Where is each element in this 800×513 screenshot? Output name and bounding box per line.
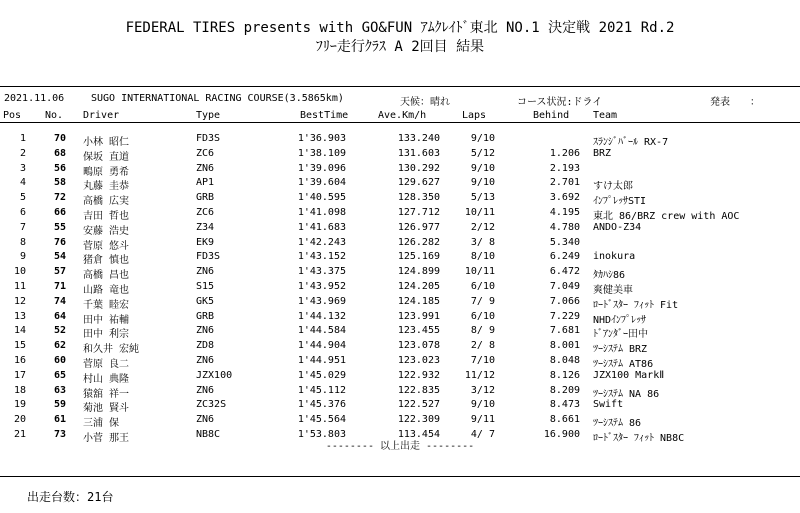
row-type: ZN6: [196, 325, 215, 337]
row-driver: 猪倉 慎也: [83, 255, 130, 267]
row-team: JZX100 MarkⅡ: [593, 369, 665, 381]
row-behind: 6.249: [549, 251, 580, 263]
row-avg-speed: 133.240: [397, 133, 440, 144]
table-row: [0, 355, 800, 370]
row-team: ﾂｰｼｽﾃﾑ NA 86: [593, 388, 660, 400]
row-laps: 9/10: [470, 177, 495, 189]
weather: 天候：晴れ: [400, 97, 450, 108]
row-type: ZN6: [196, 414, 215, 426]
row-team: ﾂｰｼｽﾃﾑ BRZ: [593, 344, 648, 356]
table-row: [0, 414, 800, 429]
row-team: NHDｲﾝﾌﾟﾚｯｻ: [593, 314, 647, 326]
row-behind: 8.001: [549, 340, 580, 352]
table-row: [0, 311, 800, 326]
row-besttime: 1'45.564: [297, 414, 346, 426]
row-team: ﾂｰｼｽﾃﾑ AT86: [593, 359, 654, 370]
header-behind: Behind: [533, 110, 570, 121]
row-driver: 高橋 広実: [83, 196, 130, 208]
row-laps: 3/ 8: [470, 236, 495, 248]
row-team: BRZ: [593, 147, 612, 159]
row-besttime: 1'41.098: [297, 207, 346, 218]
row-driver: 和久井 宏純: [83, 344, 140, 356]
table-row: [0, 177, 800, 192]
row-laps: 6/10: [470, 310, 495, 322]
row-type: GRB: [196, 192, 215, 204]
report-subtitle: ﾌﾘｰ走行ｸﾗｽ A 2回目 結果: [315, 39, 485, 55]
row-avg-speed: 128.350: [397, 192, 440, 204]
row-avg-speed: 130.292: [397, 162, 440, 174]
row-car-number: 70: [53, 133, 66, 144]
row-team: ｲﾝﾌﾟﾚｯｻSTI: [593, 196, 647, 208]
row-laps: 3/12: [470, 384, 495, 396]
row-besttime: 1'44.951: [297, 355, 346, 366]
row-car-number: 68: [53, 147, 66, 159]
row-car-number: 73: [53, 429, 66, 440]
row-driver: 高橋 昌也: [83, 270, 130, 282]
row-avg-speed: 124.185: [397, 295, 440, 307]
row-besttime: 1'39.096: [297, 162, 346, 174]
row-team: ｽﾗﾝｼﾞﾊﾞｰﾙ RX-7: [593, 137, 669, 148]
row-type: ZN6: [196, 162, 215, 174]
row-pos: 10: [13, 266, 26, 278]
row-type: JZX100: [196, 369, 233, 381]
row-driver: 三浦 保: [83, 418, 120, 430]
row-pos: 7: [19, 221, 26, 233]
row-type: FD3S: [196, 251, 221, 263]
header-rule: [0, 122, 800, 123]
row-car-number: 71: [53, 281, 66, 292]
track-condition: コース状況:ドライ: [517, 97, 603, 108]
row-besttime: 1'44.584: [297, 325, 346, 337]
row-pos: 13: [13, 310, 26, 322]
row-type: ZN6: [196, 355, 215, 366]
row-driver: 小林 昭仁: [83, 137, 130, 148]
row-driver: 山路 竜也: [83, 285, 130, 296]
row-type: GRB: [196, 310, 215, 322]
row-team: ANDO-Z34: [593, 221, 642, 233]
table-row: [0, 281, 800, 296]
row-car-number: 76: [53, 236, 66, 248]
row-laps: 2/ 8: [470, 340, 495, 352]
row-driver: 田中 祐輔: [83, 314, 130, 326]
row-car-number: 54: [53, 251, 66, 263]
row-besttime: 1'43.152: [297, 251, 346, 263]
row-behind: 7.229: [549, 310, 580, 322]
row-behind: 4.195: [549, 207, 580, 218]
row-avg-speed: 126.977: [397, 221, 440, 233]
row-laps: 9/11: [470, 414, 495, 426]
row-pos: 12: [13, 295, 26, 307]
header-team: Team: [593, 110, 618, 121]
row-laps: 8/10: [470, 251, 495, 263]
row-behind: 1.206: [549, 147, 580, 159]
row-laps: 9/10: [470, 162, 495, 174]
table-row: [0, 237, 800, 252]
header-driver: Driver: [83, 110, 120, 121]
row-pos: 3: [19, 162, 26, 174]
row-car-number: 63: [53, 384, 66, 396]
table-row: [0, 207, 800, 222]
table-row: [0, 163, 800, 178]
row-avg-speed: 126.282: [397, 236, 440, 248]
row-car-number: 72: [53, 192, 66, 204]
row-pos: 1: [19, 133, 26, 144]
row-laps: 4/ 7: [470, 429, 495, 440]
row-type: ZC32S: [196, 399, 227, 411]
row-type: Z34: [196, 221, 215, 233]
row-team: ﾄﾞｱﾝﾀﾞｰ田中: [593, 329, 648, 341]
row-laps: 6/10: [470, 281, 495, 292]
row-driver: 村山 典隆: [83, 373, 130, 385]
row-pos: 20: [13, 414, 26, 426]
row-type: ZN6: [196, 266, 215, 278]
row-besttime: 1'39.604: [297, 177, 346, 189]
course-name: SUGO INTERNATIONAL RACING COURSE(3.5865km): [91, 93, 344, 104]
row-pos: 18: [13, 384, 26, 396]
row-car-number: 66: [53, 207, 66, 218]
table-row: [0, 251, 800, 266]
row-behind: 2.701: [549, 177, 580, 189]
table-row: [0, 370, 800, 385]
row-besttime: 1'40.595: [297, 192, 346, 204]
row-avg-speed: 122.835: [397, 384, 440, 396]
row-besttime: 1'45.029: [297, 369, 346, 381]
row-behind: 6.472: [549, 266, 580, 278]
row-type: S15: [196, 281, 215, 292]
header-type: Type: [196, 110, 221, 121]
row-avg-speed: 123.991: [397, 310, 440, 322]
event-date: 2021.11.06: [4, 93, 65, 104]
row-team: ﾂｰｼｽﾃﾑ 86: [593, 418, 642, 430]
row-driver: 丸藤 圭恭: [83, 181, 130, 193]
row-laps: 10/11: [464, 266, 495, 278]
table-row: [0, 222, 800, 237]
row-behind: 8.126: [549, 369, 580, 381]
row-besttime: 1'43.969: [297, 295, 346, 307]
row-besttime: 1'44.132: [297, 310, 346, 322]
starters-count: 出走台数：21台: [27, 490, 114, 504]
row-avg-speed: 127.712: [397, 207, 440, 218]
row-pos: 16: [13, 355, 26, 366]
table-row: [0, 325, 800, 340]
row-pos: 2: [19, 147, 26, 159]
table-row: [0, 192, 800, 207]
table-row: [0, 266, 800, 281]
row-team: Swift: [593, 399, 624, 411]
row-car-number: 57: [53, 266, 66, 278]
row-besttime: 1'53.803: [297, 429, 346, 440]
row-driver: 菅原 悠斗: [83, 240, 130, 252]
row-pos: 14: [13, 325, 26, 337]
table-row: [0, 399, 800, 414]
row-car-number: 65: [53, 369, 66, 381]
row-besttime: 1'42.243: [297, 236, 346, 248]
row-pos: 17: [13, 369, 26, 381]
announcement-time: 発表 ：: [710, 97, 760, 108]
row-pos: 5: [19, 192, 26, 204]
header-besttime: BestTime: [300, 110, 349, 121]
row-besttime: 1'43.375: [297, 266, 346, 278]
row-type: EK9: [196, 236, 215, 248]
row-pos: 19: [13, 399, 26, 411]
row-driver: 菊池 賢斗: [83, 403, 130, 415]
row-type: ZC6: [196, 207, 215, 218]
row-behind: 7.681: [549, 325, 580, 337]
row-car-number: 52: [53, 325, 66, 337]
row-avg-speed: 129.627: [397, 177, 440, 189]
row-behind: 8.209: [549, 384, 580, 396]
row-driver: 田中 利宗: [83, 329, 130, 341]
row-car-number: 62: [53, 340, 66, 352]
row-besttime: 1'45.112: [297, 384, 346, 396]
row-behind: 8.473: [549, 399, 580, 411]
row-besttime: 1'45.376: [297, 399, 346, 411]
row-driver: 鴫原 勇希: [83, 166, 130, 178]
row-laps: 5/13: [470, 192, 495, 204]
row-car-number: 64: [53, 310, 66, 322]
row-avg-speed: 113.454: [397, 429, 440, 440]
row-driver: 千葉 睦宏: [83, 299, 130, 311]
row-driver: 安藤 浩史: [83, 225, 130, 237]
row-team: 爽健美車: [593, 285, 633, 296]
row-type: GK5: [196, 295, 215, 307]
row-laps: 9/10: [470, 399, 495, 411]
row-type: ZN6: [196, 384, 215, 396]
row-laps: 7/ 9: [470, 295, 495, 307]
table-row: [0, 148, 800, 163]
row-driver: 保坂 直道: [83, 151, 130, 163]
row-pos: 21: [13, 429, 26, 440]
row-team: 東北 86/BRZ crew with AOC: [593, 211, 740, 222]
footer-rule: [0, 476, 800, 477]
report-title: FEDERAL TIRES presents with GO&FUN ｱﾑｸﾚｲﾄﾞ東北 NO.1 決定戦 2021 Rd.2: [125, 20, 675, 36]
row-avg-speed: 123.078: [397, 340, 440, 352]
row-avg-speed: 131.603: [397, 147, 440, 159]
row-behind: 8.661: [549, 414, 580, 426]
header-laps: Laps: [462, 110, 487, 121]
row-car-number: 60: [53, 355, 66, 366]
row-avg-speed: 122.527: [397, 399, 440, 411]
row-behind: 16.900: [543, 429, 580, 440]
table-row: [0, 385, 800, 400]
row-pos: 9: [19, 251, 26, 263]
row-laps: 2/12: [470, 221, 495, 233]
row-besttime: 1'41.683: [297, 221, 346, 233]
row-avg-speed: 124.205: [397, 281, 440, 292]
row-pos: 15: [13, 340, 26, 352]
row-behind: 3.692: [549, 192, 580, 204]
row-pos: 11: [13, 281, 26, 292]
row-team: ﾛｰﾄﾞｽﾀｰ ﾌｨｯﾄ NB8C: [593, 433, 685, 444]
table-row: [0, 133, 800, 148]
row-car-number: 58: [53, 177, 66, 189]
row-behind: 8.048: [549, 355, 580, 366]
row-avg-speed: 122.309: [397, 414, 440, 426]
row-behind: 4.780: [549, 221, 580, 233]
top-rule: [0, 86, 800, 87]
row-pos: 8: [19, 236, 26, 248]
row-team: すけ太郎: [593, 181, 633, 193]
row-car-number: 74: [53, 295, 66, 307]
row-driver: 吉田 哲也: [83, 211, 130, 222]
row-car-number: 61: [53, 414, 66, 426]
row-besttime: 1'36.903: [297, 133, 346, 144]
row-besttime: 1'44.904: [297, 340, 346, 352]
end-marker: -------- 以上出走 --------: [325, 441, 475, 452]
row-laps: 5/12: [470, 147, 495, 159]
header-avg-speed: Ave.Km/h: [378, 110, 427, 121]
row-behind: 7.066: [549, 295, 580, 307]
row-avg-speed: 124.899: [397, 266, 440, 278]
row-laps: 9/10: [470, 133, 495, 144]
row-laps: 7/10: [470, 355, 495, 366]
header-no: No.: [45, 110, 64, 121]
row-car-number: 55: [53, 221, 66, 233]
row-car-number: 59: [53, 399, 66, 411]
row-type: AP1: [196, 177, 215, 189]
row-behind: 7.049: [549, 281, 580, 292]
row-avg-speed: 125.169: [397, 251, 440, 263]
row-car-number: 56: [53, 162, 66, 174]
row-besttime: 1'38.109: [297, 147, 346, 159]
row-type: ZC6: [196, 147, 215, 159]
row-avg-speed: 123.455: [397, 325, 440, 337]
row-driver: 菅原 良二: [83, 359, 130, 370]
row-behind: 5.340: [549, 236, 580, 248]
row-team: ﾛｰﾄﾞｽﾀｰ ﾌｨｯﾄ Fit: [593, 299, 679, 311]
row-avg-speed: 123.023: [397, 355, 440, 366]
row-driver: 猿舘 祥一: [83, 388, 130, 400]
row-laps: 8/ 9: [470, 325, 495, 337]
table-row: [0, 296, 800, 311]
row-laps: 10/11: [464, 207, 495, 218]
row-driver: 小菅 那王: [83, 433, 130, 444]
row-behind: 2.193: [549, 162, 580, 174]
row-laps: 11/12: [464, 369, 495, 381]
row-type: NB8C: [196, 429, 221, 440]
row-pos: 6: [19, 207, 26, 218]
row-team: inokura: [593, 251, 636, 263]
row-besttime: 1'43.952: [297, 281, 346, 292]
row-team: ﾀｶﾊｼ86: [593, 270, 626, 282]
header-pos: Pos: [3, 110, 22, 121]
row-type: FD3S: [196, 133, 221, 144]
table-row: [0, 340, 800, 355]
row-avg-speed: 122.932: [397, 369, 440, 381]
row-type: ZD8: [196, 340, 215, 352]
row-pos: 4: [19, 177, 26, 189]
